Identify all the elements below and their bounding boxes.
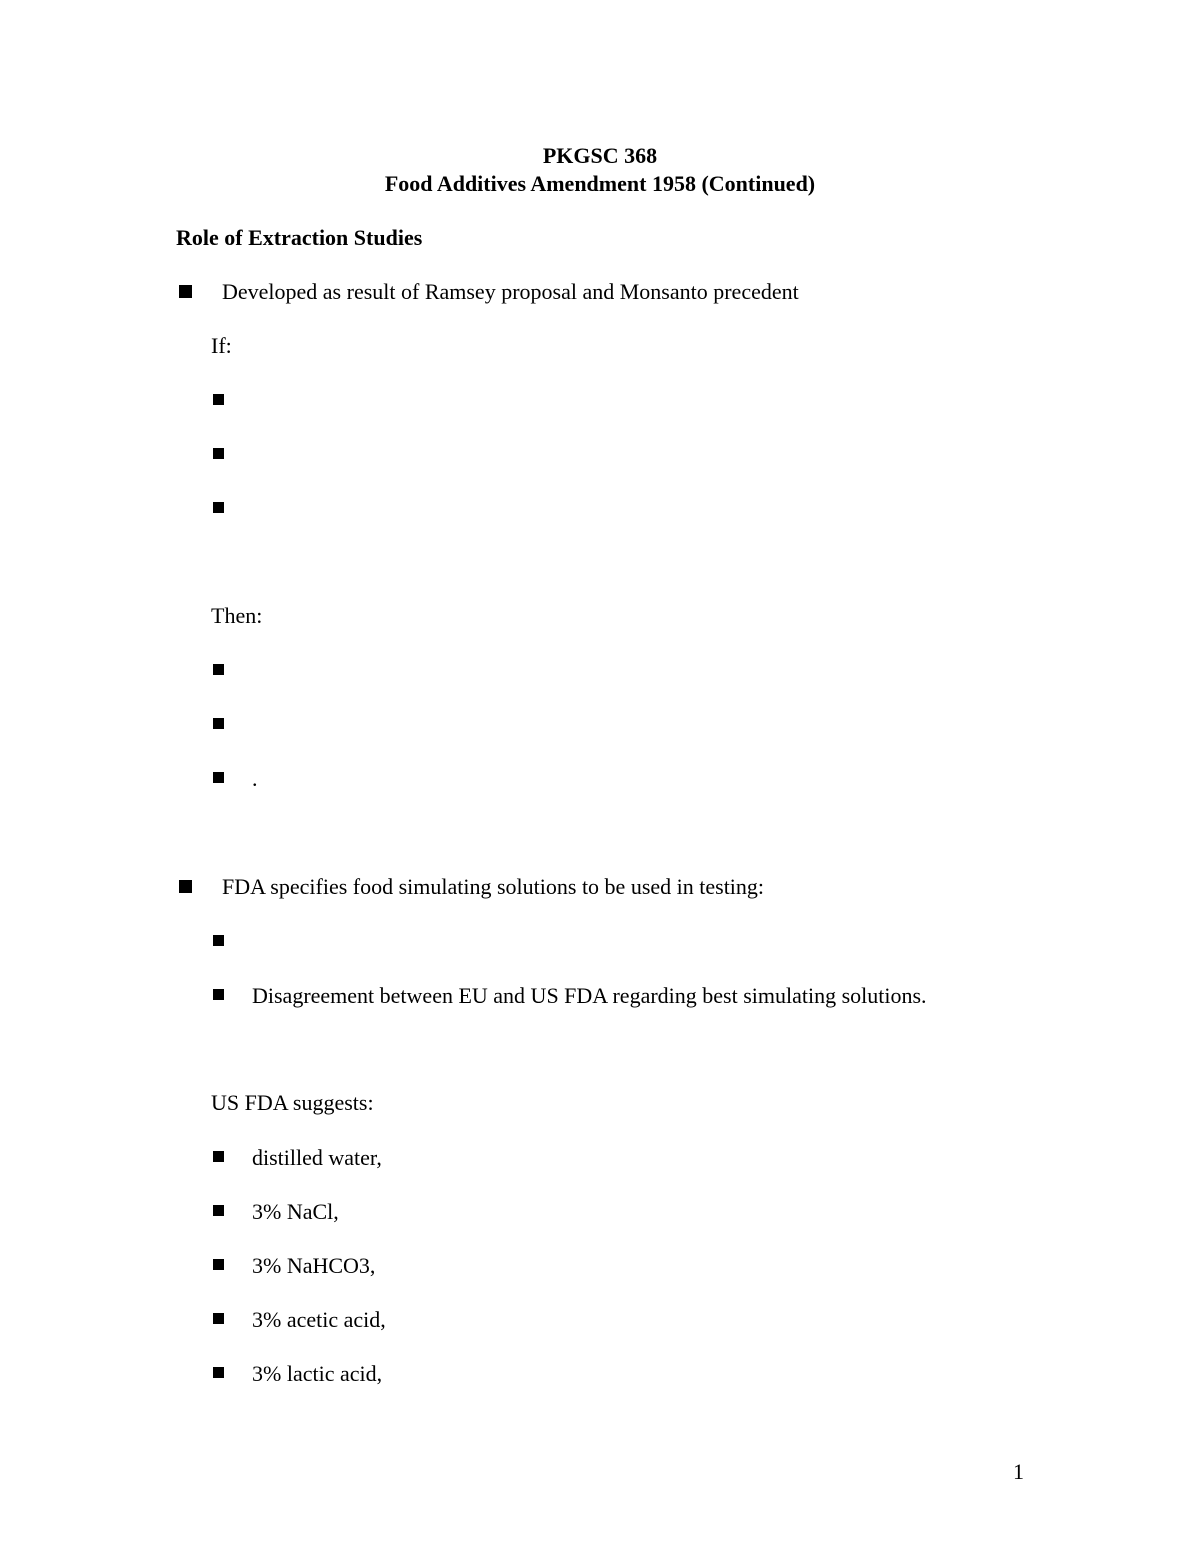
us-fda-label: US FDA suggests: <box>211 1090 374 1115</box>
page-number: 1 <box>1013 1459 1024 1484</box>
bullet-icon <box>213 772 224 783</box>
list-item-solution: distilled water, <box>252 1145 382 1170</box>
list-item-solution: 3% acetic acid, <box>252 1307 386 1332</box>
bullet-icon <box>179 880 192 893</box>
list-item-then-last: . <box>252 766 258 791</box>
bullet-icon <box>213 1205 224 1216</box>
bullet-icon <box>213 1313 224 1324</box>
bullet-icon <box>213 1367 224 1378</box>
document-title: Food Additives Amendment 1958 (Continued) <box>384 171 816 196</box>
list-item-solution: 3% NaCl, <box>252 1199 339 1224</box>
bullet-icon <box>213 989 224 1000</box>
bullet-icon <box>213 718 224 729</box>
bullet-icon <box>213 1151 224 1162</box>
if-label: If: <box>211 333 232 358</box>
bullet-icon <box>179 285 192 298</box>
list-item-solution: 3% lactic acid, <box>252 1361 383 1386</box>
bullet-icon <box>213 394 224 405</box>
list-item-solution: 3% NaHCO3, <box>252 1253 376 1278</box>
list-item-developed: Developed as result of Ramsey proposal and Monsanto precedent <box>222 279 799 304</box>
section-heading: Role of Extraction Studies <box>176 225 423 250</box>
bullet-icon <box>213 664 224 675</box>
list-item-disagreement: Disagreement between EU and US FDA regarding best simulating solutions. <box>252 983 927 1008</box>
bullet-icon <box>213 1259 224 1270</box>
course-code: PKGSC 368 <box>542 143 658 168</box>
then-label: Then: <box>211 603 263 628</box>
bullet-icon <box>213 935 224 946</box>
list-item-fda-specifies: FDA specifies food simulating solutions to be used in testing: <box>222 874 765 899</box>
bullet-icon <box>213 502 224 513</box>
bullet-icon <box>213 448 224 459</box>
